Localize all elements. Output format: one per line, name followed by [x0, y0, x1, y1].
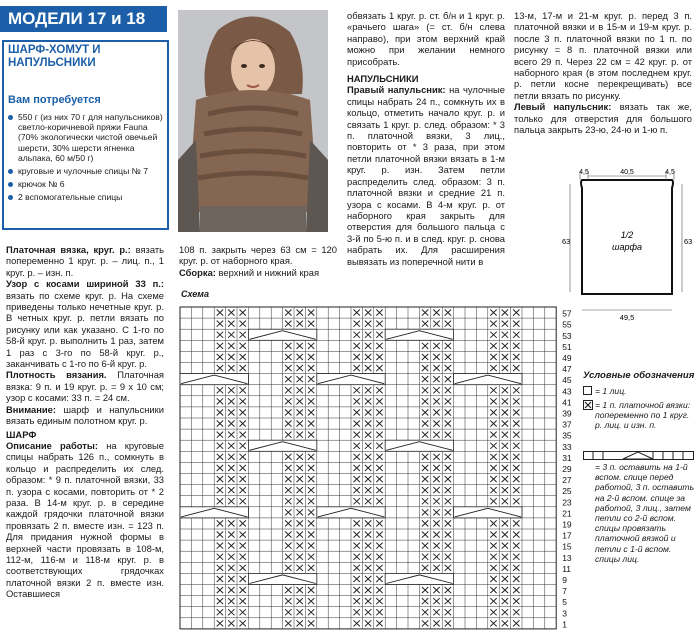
stitch-heading: Узор с косами шириной 33 п.: — [6, 278, 164, 290]
list-item: 2 вспомогательные спицы — [8, 192, 166, 202]
row-number: 27 — [562, 475, 572, 486]
scarf-pattern-diagram — [560, 166, 696, 326]
row-number: 23 — [562, 497, 572, 508]
materials-list — [8, 112, 166, 206]
paragraph: вязать так же, только для отверстия для большого пальца закрыть 23-ю, 24-ю и 1-ю п. — [514, 101, 693, 136]
row-number: 29 — [562, 464, 572, 474]
paragraph: верхний и нижний края — [218, 266, 320, 278]
row-number: 51 — [562, 341, 572, 352]
row-number: 17 — [562, 530, 572, 541]
column-3 — [347, 10, 505, 267]
paragraph: 13-м, 17-м и 21-м круг. р. перед 3 п. платочной вязки и в 15-м и 19-м круг. р. после 3 п. платочной вязки по 1 п. по рисунку = 8 п. платочной вязки или всего 29 п. Через 22 см = 42 круг. р. от наборного края (в этом последнем круг. р. петли косне перекрещивать) все петли вязать по рисунку. — [514, 10, 692, 101]
row-number: 35 — [562, 430, 572, 441]
dim-right: 63 — [684, 237, 693, 246]
wrist-heading: НАПУЛЬСНИКИ — [347, 73, 419, 85]
dim-top-left: 4,5 — [579, 169, 589, 176]
legend-cable: = 3 п. оставить на 1-й вспом. спице перед работой, 3 п. оставить на 2-й вспом. спице за работой, 3 лиц., затем петли со 2-й вспом. спицы провязать платочной вязкой и петли с 1-й вспом. спицы лиц. — [595, 462, 695, 564]
legend-swatch-knit — [583, 386, 592, 395]
stitch-heading: Левый напульсник: — [514, 101, 612, 113]
row-number: 49 — [562, 353, 572, 363]
row-number: 15 — [562, 541, 572, 552]
legend-swatch-cable — [583, 451, 695, 461]
row-number: 39 — [562, 408, 572, 419]
row-number: 37 — [562, 419, 572, 430]
section-header: МОДЕЛИ 17 и 18 — [0, 6, 167, 32]
row-number: 25 — [562, 486, 572, 497]
knitting-chart — [180, 305, 572, 635]
row-number: 43 — [562, 386, 572, 397]
project-title: ШАРФ-ХОМУТ И НАПУЛЬСНИКИ — [8, 44, 101, 69]
legend-garter: = 1 п. платочной вязки: попеременно по 1 круг. р. лиц. и изн. п. — [595, 400, 691, 431]
dim-top-right: 4,5 — [665, 169, 675, 176]
pattern-label-half: 1/2 — [620, 230, 634, 240]
materials-heading: Вам потребуется — [8, 94, 101, 106]
row-number: 21 — [562, 508, 572, 519]
row-number: 3 — [562, 608, 567, 619]
legend-knit: = 1 лиц. — [595, 386, 627, 396]
legend-swatch-garter — [583, 400, 593, 410]
paragraph: на круговые спицы набрать 126 п., сомкнуть в кольцо и распределить их след. образом: * 9 п. платочной вязки, 33 п. узора с косами, повторить от * 2 раза. В 14-м круг. р. в середине каждой грядочки платочной вязки провязать 2 п. вместе изн. = 123 п. Для придания нужной формы в верхней части провязать в 108-м, 112-м, 116-м и 118-м круг. р. в соответствующих грядочках платочной вязки 2 п. вместе изн. Оставшиеся — [6, 439, 164, 600]
row-number: 47 — [562, 364, 572, 375]
model-photo-illustration — [178, 10, 328, 232]
row-number: 41 — [562, 397, 572, 408]
row-number: 31 — [562, 452, 572, 463]
column-4 — [514, 10, 692, 135]
pattern-label-scarf: шарфа — [611, 242, 643, 252]
dim-bottom: 49,5 — [619, 313, 635, 322]
legend-title: Условные обозначения — [583, 370, 695, 381]
row-number: 7 — [562, 586, 567, 597]
row-number: 33 — [562, 441, 572, 452]
paragraph: вязать по схеме круг. р. На схеме приведены только нечетные круг. р. В четных круг. р. петли вязать по рисунку или как указано. С 1-го по 58-й круг. р. выполнить 1 раз, затем 1 раз с 3-го по 58-й круг. р., заканчивать с 1-го по 6-й круг. р. — [6, 289, 164, 370]
stitch-heading: Описание работы: — [6, 439, 99, 451]
row-number: 45 — [562, 375, 572, 386]
paragraph: вязать попеременно 1 круг. р. – лиц. п., 1 круг. р. – изн. п. — [6, 244, 164, 278]
row-number: 1 — [562, 619, 567, 630]
stitch-heading: Внимание: — [6, 403, 56, 415]
paragraph: 108 п. закрыть через 63 см = 120 круг. р. от наборного края. — [179, 244, 337, 267]
row-number: 19 — [562, 519, 572, 530]
row-number: 13 — [562, 552, 572, 563]
chart-title: Схема — [181, 289, 209, 299]
column-2 — [179, 244, 337, 278]
stitch-heading: Сборка: — [179, 266, 216, 278]
stitch-heading: Правый напульсник: — [347, 84, 446, 96]
list-item: крючок № 6 — [8, 179, 166, 189]
stitch-heading: Платочная вязка, круг. р.: — [6, 244, 131, 255]
column-1 — [6, 244, 164, 600]
row-number: 57 — [562, 308, 572, 319]
row-number: 9 — [562, 575, 567, 585]
paragraph: шарф и напульсники вязать единым полотном круг. р. — [6, 403, 165, 427]
dim-left: 63 — [562, 237, 571, 246]
list-item: круговые и чулочные спицы № 7 — [8, 166, 166, 176]
scarf-heading: ШАРФ — [6, 428, 37, 440]
list-item: 550 г (из них 70 г для напульсников) светло-коричневой пряжи Fauna (70% экологически чистой овечьей шерсти, 30% шерсти ягненка альпака, 60 м/50 г) — [8, 112, 166, 163]
row-number: 5 — [562, 597, 567, 608]
paragraph: обвязать 1 круг. р. ст. б/н и 1 круг. р. «рачьего шага» (= ст. б/н слева направо), при этом верхний край можно при желании немного присобрать. — [347, 10, 505, 67]
paragraph: Платочная вязка: 9 п. и 19 круг. р. = 9 х 10 см; узор с косами: 33 п. = 24 см. — [6, 369, 164, 404]
row-number: 55 — [562, 319, 572, 330]
paragraph: на чулочные спицы набрать 24 п., сомкнуть их в кольцо, отметить начало круг. р. и связать 1 круг. р. след. образом: * 3 п. платочной вязки, 3 лиц., повторить от * 3 раза, при этом петли платочной вязки вязать в 1-м круг. р. изн. Затем петли распределить след. образом: 3 п. платочной вязки и средние 21 п. узора с косами. В 4-м круг. р. от наборного края закрыть для отверстия для большого пальца с 3-й по 5-ю п. и в след. круг. р. снова набрать их. Для расширения вывязать из поперечной нити в — [347, 84, 506, 267]
model-photo — [178, 10, 328, 232]
row-number: 53 — [562, 330, 572, 341]
dim-top-mid: 40,5 — [620, 169, 634, 176]
stitch-heading: Плотность вязания. — [6, 369, 107, 381]
row-number: 11 — [562, 563, 572, 574]
